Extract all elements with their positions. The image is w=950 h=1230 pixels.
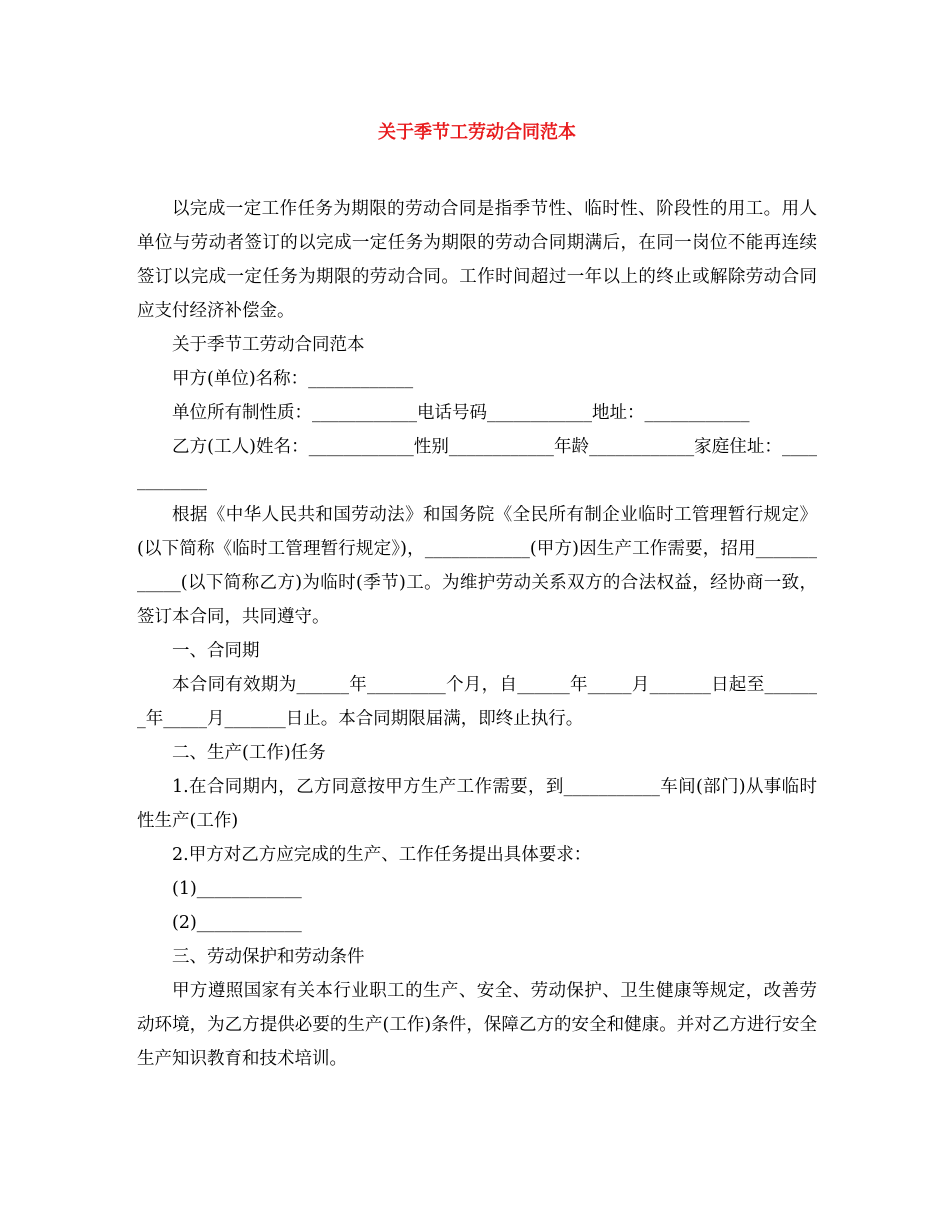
contract-heading: 关于季节工劳动合同范本 (172, 335, 365, 355)
intro-paragraph: 以完成一定工作任务为期限的劳动合同是指季节性、临时性、阶段性的用工。用人单位与劳动者签订的以完成一定任务为期限的劳动合同期满后，在同一岗位不能再连续签订以完成一定任务为期限的劳动合同。工作时间超过一年以上的终止或解除劳动合同应支付经济补偿金。 (137, 199, 817, 321)
section-3-heading: 三、劳动保护和劳动条件 (172, 947, 365, 967)
document-page (137, 118, 817, 1076)
section-3-paragraph: 甲方遵照国家有关本行业职工的生产、安全、劳动保护、卫生健康等规定，改善劳动环境，为乙方提供必要的生产(工作)条件，保障乙方的安全和健康。并对乙方进行安全生产知识教育和技术培训。 (137, 981, 817, 1069)
section-2-heading: 二、生产(工作)任务 (172, 743, 326, 763)
party-b-details-line: 乙方(工人)姓名：____________性别____________年龄____________家庭住址：____________ (137, 437, 817, 491)
section-2-item-2: 2.甲方对乙方应完成的生产、工作任务提出具体要求： (172, 845, 592, 865)
section-1-paragraph: 本合同有效期为______年_________个月，自______年_____月_______日起至_______年_____月_______日止。本合同期限届满，即终止执行。 (137, 675, 817, 729)
section-2-item-1: 1.在合同期内，乙方同意按甲方生产工作需要，到___________车间(部门)从事临时性生产(工作) (137, 777, 817, 831)
preamble-paragraph: 根据《中华人民共和国劳动法》和国务院《全民所有制企业临时工管理暂行规定》(以下简称《临时工管理暂行规定》)，____________(甲方)因生产工作需要，招用____________(以下简称乙方)为临时(季节)工。为维护劳动关系双方的合法权益，经协商一致，签订本合同，共同遵守。 (137, 505, 817, 627)
requirement-1-line: (1)____________ (172, 879, 302, 899)
requirement-2-line: (2)____________ (172, 913, 302, 933)
party-a-details-line: 单位所有制性质：____________电话号码____________地址：____________ (172, 403, 750, 423)
section-1-heading: 一、合同期 (172, 641, 260, 661)
party-a-name-line: 甲方(单位)名称：____________ (172, 369, 414, 389)
document-title: 关于季节工劳动合同范本 (378, 122, 576, 143)
